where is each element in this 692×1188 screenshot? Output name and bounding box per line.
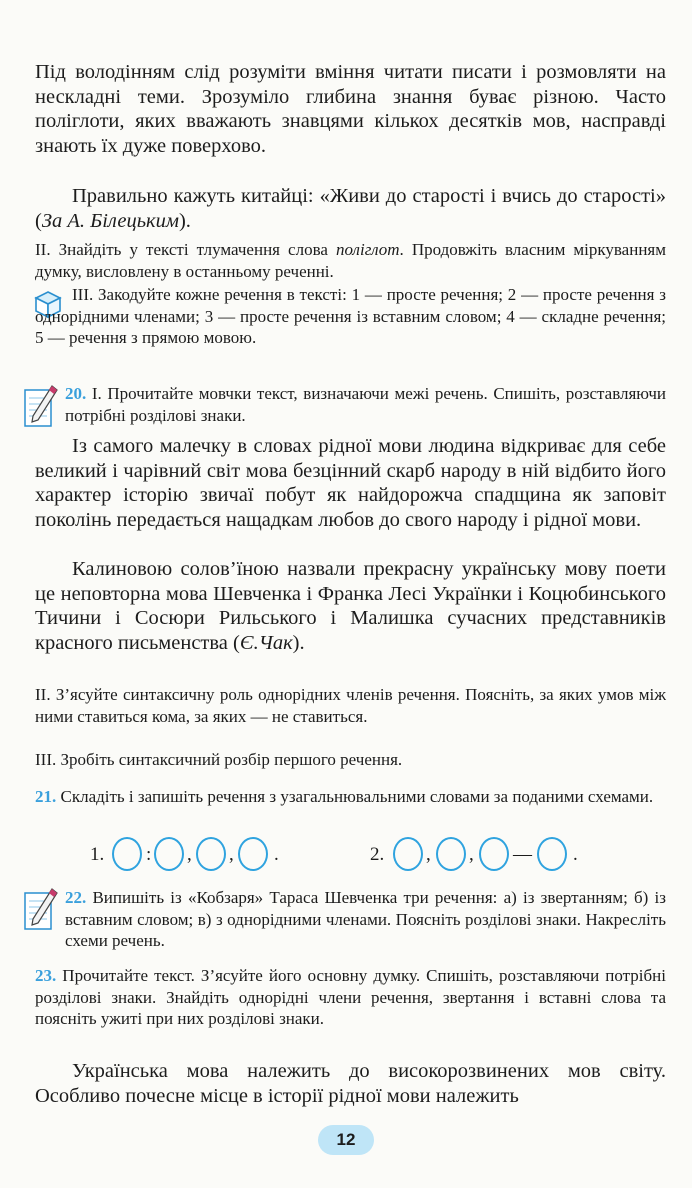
exercise-20-task-ii: II. З’ясуйте синтаксичну роль однорідних членів речення. Поясніть, за яких умов між ними ставиться кома, за яких — не ставиться. bbox=[35, 685, 666, 726]
task-ii-after: . Продовжіть власним міркуванням думку, висловлену в останньому реченні. bbox=[35, 240, 667, 281]
exercise-20-task-iii: III. Зробіть синтаксичний розбір першого речення. bbox=[35, 750, 403, 769]
task-ii-before: II. Знайдіть у тексті тлумачення слова bbox=[35, 240, 336, 259]
exercise-23-number: 23. bbox=[35, 966, 57, 985]
exercise-20-text-2-body: Калиновою солов’їною назвали прекрасну українську мову поети це неповторна мова Шевченка і Франка Лесі Українки і Коцюбинського Тичини і Сосюри Рильського і Малишка сучасних представників красного письменства ( bbox=[35, 558, 666, 654]
schema-2-member-3 bbox=[479, 837, 509, 871]
schema-2-dash: — bbox=[513, 844, 532, 865]
exercise-22-task-text: Випишіть із «Кобзаря» Тараса Шевченка три речення: а) із звертанням; б) із вставним словом; в) з однорідними членами. Поясніть розділові знаки. Накресліть схеми речень. bbox=[65, 888, 666, 951]
schema-1-label: 1. bbox=[90, 844, 105, 865]
schema-2-comma-1: , bbox=[426, 844, 431, 865]
task-iii: III. Закодуйте кожне речення в тексті: 1 — просте речення; 2 — просте речення з однорідними членами; 3 — просте речення із вставним словом; 4 — складне речення; 5 — речення з прямою мовою. bbox=[35, 285, 666, 348]
intro-quote: Правильно кажуть китайці: «Живи до старості і вчись до старості» ( bbox=[35, 185, 666, 232]
intro-source: За А. Білецьким bbox=[41, 209, 179, 232]
exercise-23-text: Українська мова належить до високорозвинених мов світу. Особливо почесне місце в історії рідної мови належить bbox=[35, 1060, 666, 1107]
task-ii bbox=[35, 239, 666, 282]
exercise-22-number: 22. bbox=[65, 888, 87, 907]
schema-1-comma-1: , bbox=[187, 844, 192, 865]
task-ii-word: поліглот bbox=[335, 240, 400, 259]
exercise-20-text-2 bbox=[35, 557, 666, 655]
schema-1-generalizing-word bbox=[112, 837, 142, 871]
exercise-21-schemas bbox=[90, 835, 650, 875]
schema-1-member-3 bbox=[238, 837, 268, 871]
schema-2-end: . bbox=[573, 844, 578, 865]
schema-2-label: 2. bbox=[370, 844, 385, 865]
schema-2-generalizing-word bbox=[537, 837, 567, 871]
intro-paragraph-1: Під володінням слід розуміти вміння читати писати і розмовляти на нескладні теми. Зрозуміло глибина знання буває різною. Часто поліглоти, яких вважають знавцями кількох десятків мов, насправді знають їх дуже поверхово. bbox=[35, 61, 666, 157]
schema-1-comma-2: , bbox=[229, 844, 234, 865]
exercise-20-text-2-end: ). bbox=[292, 631, 305, 654]
exercise-21-number: 21. bbox=[35, 787, 57, 806]
schema-1-end: . bbox=[274, 844, 279, 865]
intro-end: ). bbox=[178, 209, 191, 232]
schema-1-member-1 bbox=[154, 837, 184, 871]
exercise-20-text-1: Із самого малечку в словах рідної мови людина відкриває для себе великий і чарівний світ мова безцінний скарб народу в ній відбито його характер історію звичаї побут як найдорожча спадщина як заповіт поколінь передається нащадкам любов до свого народу і рідної мови. bbox=[35, 435, 666, 531]
exercise-20-number: 20. bbox=[65, 384, 87, 403]
exercise-20-source: Є.Чак bbox=[239, 631, 293, 654]
intro-paragraph-2 bbox=[35, 184, 666, 233]
page-number: 12 bbox=[318, 1125, 374, 1155]
exercise-23-task-text: Прочитайте текст. З’ясуйте його основну думку. Спишіть, розставляючи потрібні розділові знаки. Знайдіть однорідні члени речення, звертання і вставні слова та поясніть ужиті при них розділові знаки. bbox=[35, 966, 666, 1029]
exercise-23-task bbox=[35, 965, 666, 1030]
schema-1-member-2 bbox=[196, 837, 226, 871]
schema-2-member-2 bbox=[436, 837, 466, 871]
schema-1-colon: : bbox=[146, 844, 152, 865]
exercise-21-task-text: Складіть і запишіть речення з узагальнювальними словами за поданими схемами. bbox=[56, 787, 654, 806]
exercise-22-task bbox=[35, 887, 666, 952]
exercise-20-task bbox=[35, 383, 666, 426]
exercise-20-task-text: I. Прочитайте мовчки текст, визначаючи межі речень. Спишіть, розставляючи потрібні розділові знаки. bbox=[65, 384, 666, 425]
schema-2-comma-2: , bbox=[469, 844, 474, 865]
exercise-21-task bbox=[35, 786, 666, 808]
schema-2-member-1 bbox=[393, 837, 423, 871]
